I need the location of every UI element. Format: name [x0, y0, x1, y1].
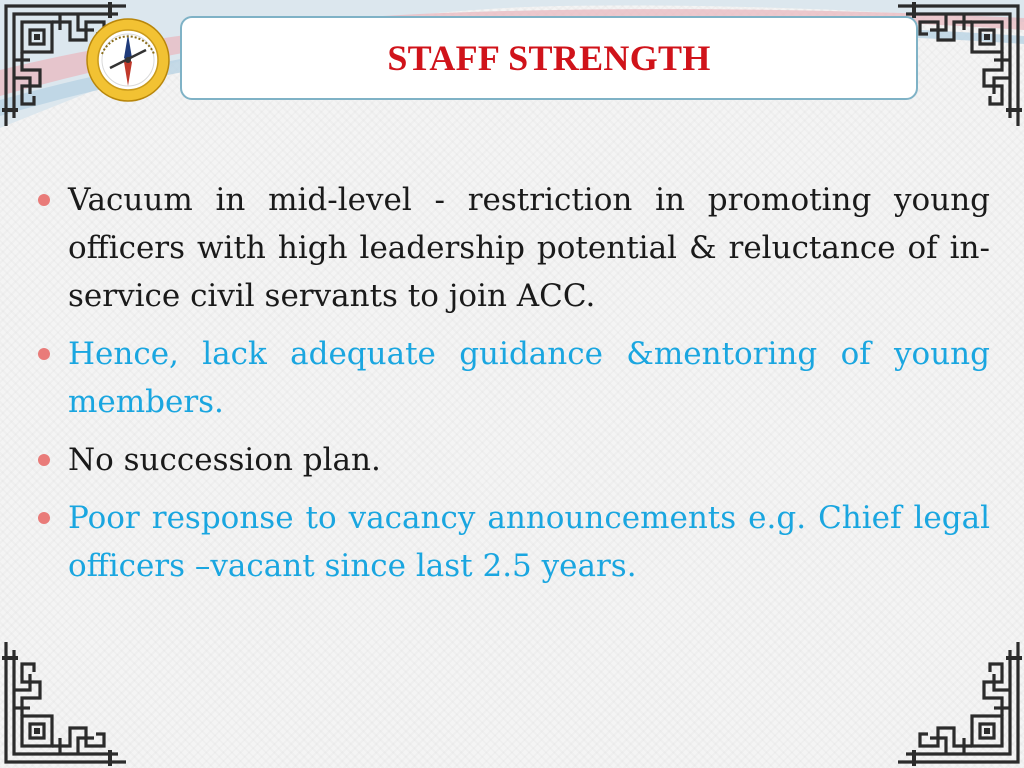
bullet-dot-icon — [38, 348, 50, 360]
list-item — [36, 330, 990, 426]
bullet-list — [36, 176, 990, 600]
bullet-text: Vacuum in mid-level - restriction in promoting young officers with high leadership potential & reluctance of in-service civil servants to join ACC. — [68, 182, 990, 314]
acc-emblem-icon — [86, 18, 170, 102]
bullet-dot-icon — [38, 194, 50, 206]
bullet-dot-icon — [38, 512, 50, 524]
title-box — [180, 16, 918, 100]
bullet-text: Poor response to vacancy announcements e.g. Chief legal officers –vacant since last 2.5 years. — [68, 500, 990, 584]
list-item — [36, 436, 990, 484]
list-item — [36, 494, 990, 590]
knot-border-ornament — [0, 636, 132, 768]
bullet-dot-icon — [38, 454, 50, 466]
list-item — [36, 176, 990, 320]
bullet-text: No succession plan. — [68, 442, 381, 478]
knot-border-ornament — [892, 636, 1024, 768]
bullet-text: Hence, lack adequate guidance &mentoring of young members. — [68, 336, 990, 420]
slide-title: STAFF STRENGTH — [387, 38, 711, 78]
